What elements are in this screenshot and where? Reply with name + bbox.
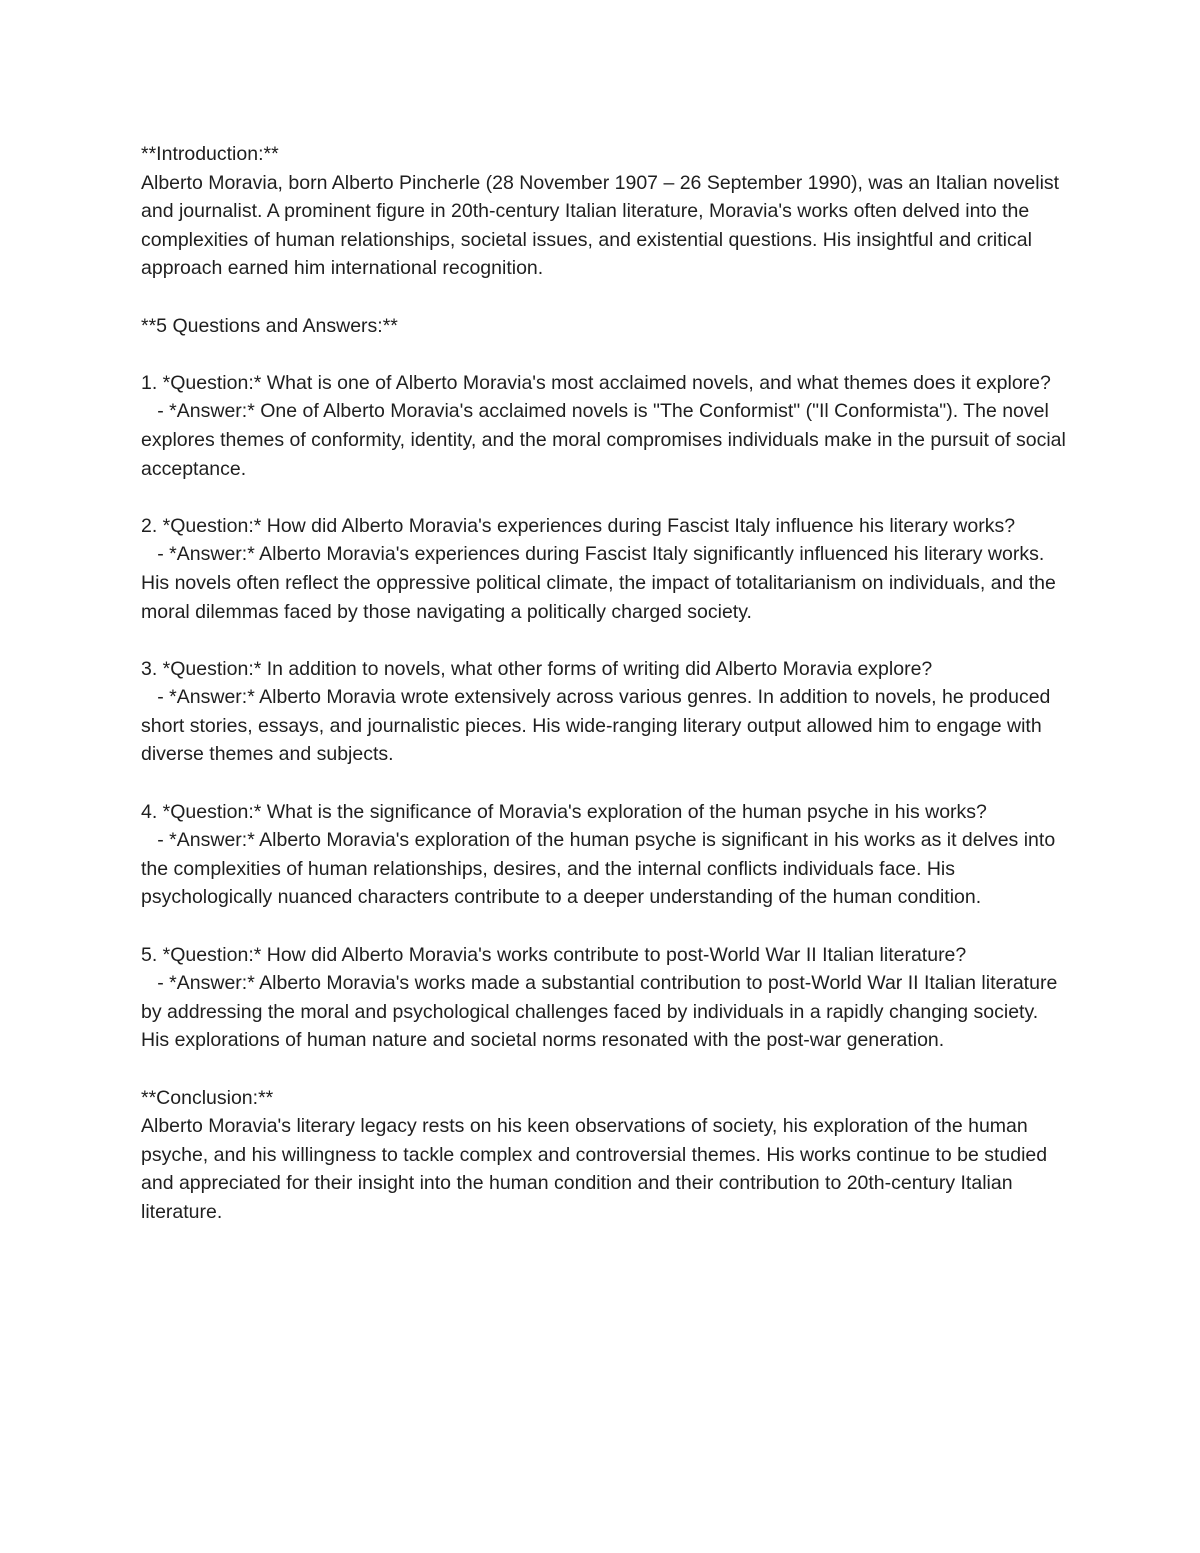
qa-heading: **5 Questions and Answers:** — [141, 314, 398, 337]
document-page — [141, 140, 1072, 1227]
qa-item-4 — [141, 798, 1066, 912]
answer-body: - *Answer:* Alberto Moravia's works made a substantial contribution to post-World War II Italian literature by addressing the moral and psychological challenges faced by individuals in a rapidly changing society. His explorations of human nature and societal norms resonated with the post-war generation. — [141, 972, 1063, 1052]
spacer — [141, 1055, 1066, 1084]
answer-text — [141, 683, 1066, 769]
question-text: 2. *Question:* How did Alberto Moravia's experiences during Fascist Italy influence his literary works? — [141, 514, 1016, 537]
answer-body: - *Answer:* Alberto Moravia's exploration of the human psyche is significant in his works as it delves into the complexities of human relationships, desires, and the internal conflicts individuals face. His psychologically nuanced characters contribute to a deeper understanding of the human condition. — [141, 829, 1061, 909]
qa-item-1 — [141, 369, 1072, 483]
spacer — [141, 912, 1066, 941]
spacer — [141, 769, 1066, 798]
question-text: 5. *Question:* How did Alberto Moravia's works contribute to post-World War II Italian literature? — [141, 943, 967, 966]
spacer — [141, 483, 1066, 512]
qa-item-2 — [141, 512, 1066, 626]
conclusion-heading: **Conclusion:** — [141, 1086, 274, 1109]
conclusion-text: Alberto Moravia's literary legacy rests on his keen observations of society, his exploration of the human psyche, and his willingness to tackle complex and controversial themes. His works continue to be studied and appreciated for their insight into the human condition and their contribution to 20th-century Italian literature. — [141, 1115, 1053, 1223]
spacer — [141, 626, 1066, 655]
answer-text — [141, 969, 1066, 1055]
answer-text — [141, 540, 1066, 626]
answer-text — [141, 397, 1072, 483]
intro-heading: **Introduction:** — [141, 143, 279, 165]
answer-body: - *Answer:* One of Alberto Moravia's acclaimed novels is "The Conformist" ("Il Conformista"). The novel explores themes of conformity, identity, and the moral compromises individuals make in the pursuit of social acceptance. — [141, 400, 1072, 480]
qa-item-5 — [141, 941, 1066, 1055]
answer-body: - *Answer:* Alberto Moravia's experiences during Fascist Italy significantly influenced his literary works. His novels often reflect the oppressive political climate, the impact of totalitarianism on individuals, and the moral dilemmas faced by those navigating a politically charged society. — [141, 543, 1062, 623]
question-text: 3. *Question:* In addition to novels, what other forms of writing did Alberto Moravia explore? — [141, 657, 933, 680]
question-text: 4. *Question:* What is the significance of Moravia's exploration of the human psyche in his works? — [141, 800, 987, 823]
intro-text: Alberto Moravia, born Alberto Pincherle (28 November 1907 – 26 September 1990), was an Italian novelist and journalist. A prominent figure in 20th-century Italian literature, Moravia's works often delved into the complexities of human relationships, societal issues, and existential questions. His insightful and critical approach earned him international recognition. — [141, 171, 1065, 280]
answer-text — [141, 826, 1066, 912]
question-text: 1. *Question:* What is one of Alberto Moravia's most acclaimed novels, and what themes does it explore? — [141, 371, 1051, 394]
answer-body: - *Answer:* Alberto Moravia wrote extensively across various genres. In addition to novels, he produced short stories, essays, and journalistic pieces. His wide-ranging literary output allowed him to engage with diverse themes and subjects. — [141, 686, 1056, 766]
spacer — [141, 283, 1066, 312]
spacer — [141, 340, 1066, 369]
qa-item-3 — [141, 655, 1066, 769]
